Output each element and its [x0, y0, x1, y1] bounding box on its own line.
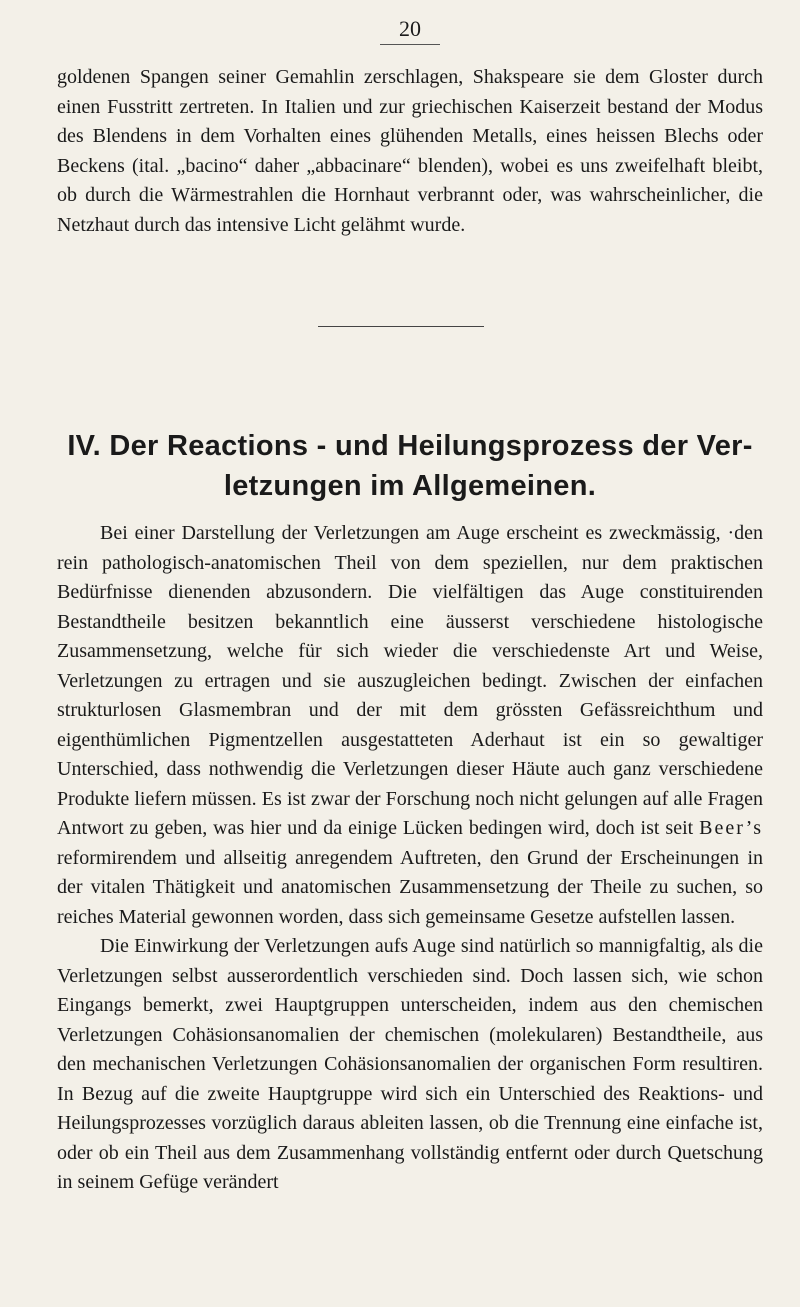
section-heading-line-2: letzungen im Allgemeinen. — [223, 470, 597, 502]
body-paragraph-1-text-a: Bei einer Darstellung der Verletzungen am Auge erscheint es zweckmässig, ·den rein pathologisch-anatomischen Theil von dem speziellen, nur dem praktischen Bedürfnisse dienenden abzusondern. Die vielfältigen das Auge constituirenden Bestandtheile besitzen bekanntlich eine äusserst verschiedene histologische Zusammensetzung, welche für sich wieder die verschiedenste Art und Weise, Verletzungen zu ertragen und sie auszugleichen bedingt. Zwischen der einfachen strukturlosen Glasmembran und der mit dem grössten Gefässreichthum und eigenthümlichen Pigmentzellen ausgestatteten Aderhaut ist ein so gewaltiger Unterschied, dass nothwendig die Verletzungen dieser Häute auch ganz verschiedene Produkte liefern müssen. Es ist zwar der Forschung noch nicht gelungen auf alle Fragen Antwort zu geben, was hier und da einige Lücken bedingen wird, doch ist seit — [57, 522, 763, 839]
author-name-beer: Beer’s — [699, 817, 763, 839]
body-paragraph-1-text-b: reformirendem und allseitig anregendem Auftreten, den Grund der Erscheinungen in der vitalen Thätigkeit und anatomischen Zusammensetzung der Theile zu suchen, so reiches Material gewonnen worden, dass sich gemeinsame Gesetze aufstellen lassen. — [57, 846, 763, 928]
page-number: 20 — [399, 16, 421, 41]
section-heading-line-1: IV. Der Reactions - und Heilungsprozess der Ver- — [67, 430, 753, 462]
continuation-paragraph-block — [57, 63, 763, 240]
page-number-rule — [380, 44, 440, 45]
section-divider — [318, 326, 484, 327]
continuation-paragraph: goldenen Spangen seiner Gemahlin zerschlagen, Shakspeare sie dem Gloster durch einen Fusstritt zertreten. In Italien und zur griechischen Kaiserzeit bestand der Modus des Blendens in dem Vorhalten eines glühenden Metalls, eines heissen Blechs oder Beckens (ital. „bacino“ daher „abbacinare“ blenden), wobei es uns zweifelhaft bleibt, ob durch die Wärmestrahlen die Hornhaut verbrannt oder, was wahrscheinlicher, die Netzhaut durch das intensive Licht gelähmt wurde. — [57, 66, 763, 236]
section-body — [57, 519, 763, 1198]
body-paragraph-1 — [57, 519, 763, 932]
body-paragraph-2: Die Einwirkung der Verletzungen aufs Auge sind natürlich so mannigfaltig, als die Verletzungen selbst ausserordentlich verschieden sind. Doch lassen sich, wie schon Eingangs bemerkt, zwei Hauptgruppen unterscheiden, indem aus den chemischen Verletzungen Cohäsionsanomalien der chemischen (molekularen) Bestandtheile, aus den mechanischen Verletzungen Cohäsionsanomalien der organischen Form resultiren. In Bezug auf die zweite Hauptgruppe wird sich ein Unterschied des Reaktions- und Heilungsprozesses vorzüglich daraus ableiten lassen, ob die Trennung eine einfache ist, oder ob ein Theil aus dem Zusammenhang vollständig entfernt oder durch Quetschung in seinem Gefüge verändert — [57, 935, 763, 1193]
section-heading — [57, 426, 763, 506]
